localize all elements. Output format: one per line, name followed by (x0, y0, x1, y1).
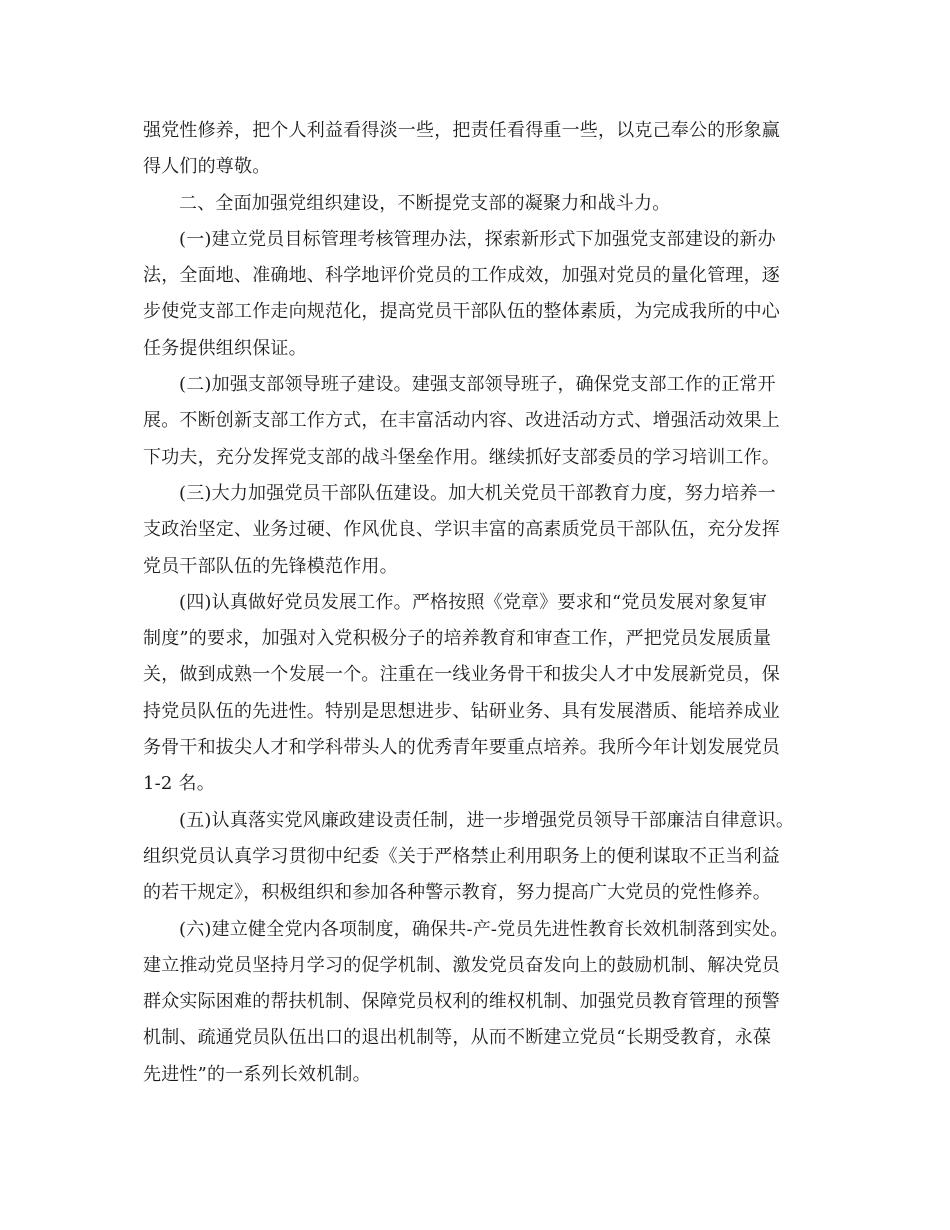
paragraph-line: 党员干部队伍的先锋模范作用。 (143, 555, 398, 577)
paragraph-line: 机制、疏通党员队伍出口的退出机制等，从而不断建立党员“长期受教育，永葆 (143, 1027, 772, 1049)
paragraph-line: 务骨干和拔尖人才和学科带头人的优秀青年要重点培养。我所今年计划发展党员 (143, 737, 780, 759)
paragraph (143, 186, 811, 222)
paragraph-line: 法，全面地、准确地、科学地评价党员的工作成效，加强对党员的量化管理，逐 (143, 265, 780, 287)
paragraph-line: 的若干规定》，积极组织和参加各种警示教育，努力提高广大党员的党性修养。 (143, 882, 771, 904)
paragraph-line: (三)大力加强党员干部队伍建设。加大机关党员干部教育力度，努力培养一 (179, 482, 776, 504)
paragraph-line: (二)加强支部领导班子建设。建强支部领导班子，确保党支部工作的正常开 (179, 374, 776, 396)
paragraph-line: (六)建立健全党内各项制度，确保共-产-党员先进性教育长效机制落到实处。 (179, 918, 789, 940)
paragraph-line: 制度”的要求，加强对入党积极分子的培养教育和审查工作，严把党员发展质量 (143, 628, 772, 650)
paragraph-line: 二、全面加强党组织建设，不断提党支部的凝聚力和战斗力。 (179, 192, 671, 214)
paragraph-line: 步使党支部工作走向规范化，提高党员干部队伍的整体素质，为完成我所的中心 (143, 301, 780, 323)
paragraph-line: 得人们的尊敬。 (143, 156, 271, 178)
paragraph (143, 585, 811, 803)
paragraph-line: (一)建立党员目标管理考核管理办法，探索新形式下加强党支部建设的新办 (179, 228, 776, 250)
paragraph-line: 先进性”的一系列长效机制。 (143, 1063, 371, 1085)
paragraph (143, 803, 811, 912)
paragraph-line: 任务提供组织保证。 (143, 337, 307, 359)
paragraph-line: 持党员队伍的先进性。特别是思想进步、钻研业务、具有发展潜质、能培养成业 (143, 700, 780, 722)
paragraph-line: 支政治坚定、业务过硬、作风优良、学识丰富的高素质党员干部队伍，充分发挥 (143, 519, 780, 541)
paragraph (143, 912, 811, 1093)
paragraph-line: 组织党员认真学习贯彻中纪委《关于严格禁止利用职务上的便利谋取不正当利益 (143, 845, 780, 867)
paragraph-line: 群众实际困难的帮扶机制、保障党员权利的维权机制、加强党员教育管理的预警 (143, 991, 780, 1013)
paragraph-line: 建立推动党员坚持月学习的促学机制、激发党员奋发向上的鼓励机制、解决党员 (143, 954, 780, 976)
paragraph-line: 强党性修养，把个人利益看得淡一些，把责任看得重一些，以克己奉公的形象赢 (143, 120, 780, 141)
paragraph-line: 1-2 名。 (143, 773, 215, 795)
paragraph-line: (四)认真做好党员发展工作。严格按照《党章》要求和“党员发展对象复审 (179, 591, 768, 613)
paragraph (143, 222, 811, 367)
paragraph-line: 关，做到成熟一个发展一个。注重在一线业务骨干和拔尖人才中发展新党员，保 (143, 664, 780, 686)
paragraph (143, 367, 811, 476)
paragraph (143, 113, 811, 186)
document-body (143, 113, 811, 1093)
paragraph-line: 展。不断创新支部工作方式，在丰富活动内容、改进活动方式、增强活动效果上 (143, 410, 780, 432)
paragraph-line: 下功夫，充分发挥党支部的战斗堡垒作用。继续抓好支部委员的学习培训工作。 (143, 446, 780, 468)
paragraph-line: (五)认真落实党风廉政建设责任制，进一步增强党员领导干部廉洁自律意识。 (179, 809, 795, 831)
paragraph (143, 476, 811, 585)
